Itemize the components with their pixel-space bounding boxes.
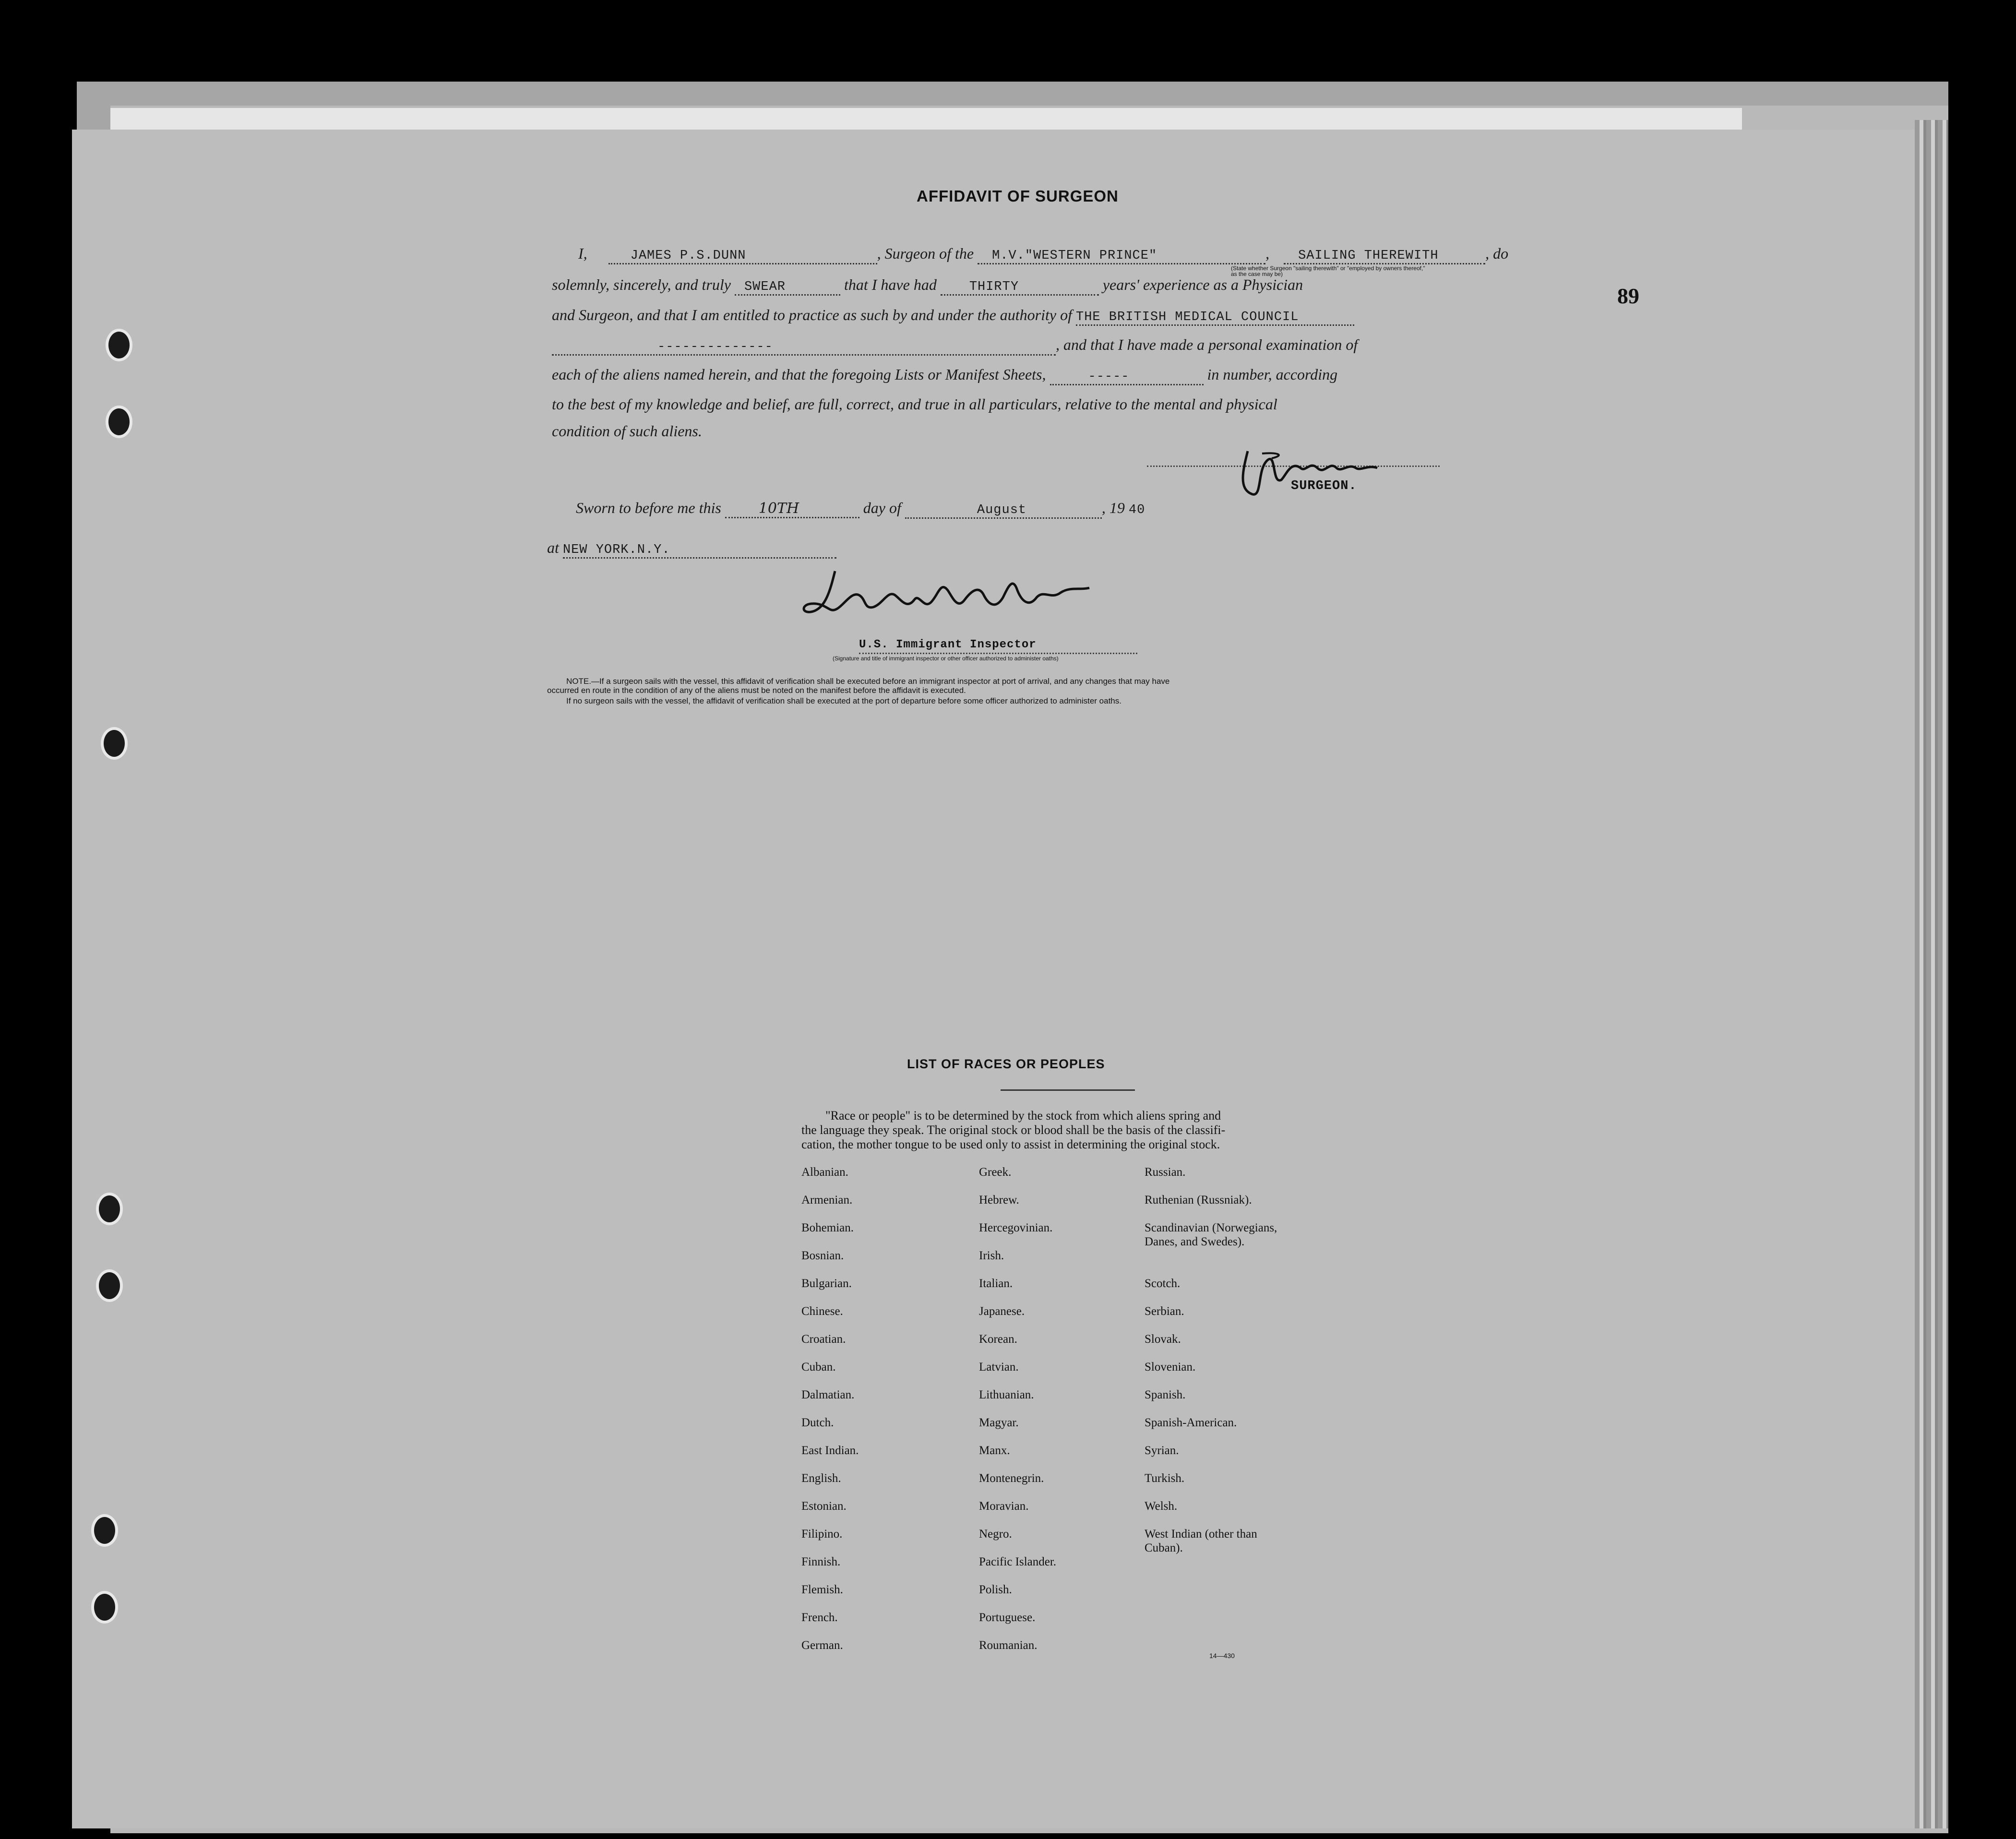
races-intro-1: "Race or people" is to be determined by the stock from which aliens spring and	[825, 1109, 1221, 1123]
race-item: Korean.	[979, 1333, 1017, 1346]
race-item: Pacific Islander.	[979, 1555, 1057, 1568]
race-item: Moravian.	[979, 1500, 1029, 1513]
inspector-hint: (Signature and title of immigrant inspector or other officer authorized to administer oaths)	[833, 655, 1059, 662]
binder-hole-icon	[91, 1591, 118, 1624]
note-line-2: occurred en route in the condition of any of the aliens must be noted on the manifest before the affidavit is executed.	[547, 686, 966, 695]
form-number: 14—430	[1209, 1652, 1235, 1660]
note-line-3: If no surgeon sails with the vessel, the affidavit of verification shall be executed at the port of departure before some officer authorized to administer oaths.	[566, 696, 1121, 705]
binder-hole-icon	[106, 406, 132, 438]
inspector-signature-line	[859, 653, 1137, 654]
l1-comma: ,	[1265, 245, 1270, 262]
race-item: Finnish.	[801, 1555, 841, 1568]
race-item: Manx.	[979, 1444, 1010, 1457]
l4-text: , and that I have made a personal examination of	[1056, 336, 1358, 353]
affidavit-line-5	[552, 366, 1337, 385]
race-item: Croatian.	[801, 1333, 846, 1346]
race-item: Bosnian.	[801, 1249, 844, 1262]
oath-field	[735, 280, 840, 296]
race-item: Turkish.	[1145, 1472, 1185, 1485]
affidavit-line-6: to the best of my knowledge and belief, are full, correct, and true in all particulars, relative to the mental and physical	[552, 395, 1277, 413]
races-column-2	[979, 1165, 1056, 1666]
authority-field	[1076, 310, 1354, 326]
affidavit-line-2	[552, 276, 1303, 296]
race-item: Scandinavian (Norwegians, Danes, and Swedes).	[1145, 1221, 1277, 1248]
vessel-field	[978, 249, 1265, 264]
l3-text: and Surgeon, and that I am entitled to practice as such by and under the authority of	[552, 306, 1072, 323]
race-item: Russian.	[1145, 1166, 1186, 1179]
race-item: Negro.	[979, 1528, 1012, 1540]
location-field	[563, 543, 836, 559]
race-item: Cuban.	[801, 1361, 836, 1373]
race-item: West Indian (other than Cuban).	[1145, 1528, 1257, 1554]
race-item: Flemish.	[801, 1583, 843, 1596]
vessel-name: M.V."WESTERN PRINCE"	[992, 249, 1157, 263]
sworn-month-field	[905, 503, 1102, 519]
sworn-line	[576, 499, 1145, 519]
surgeon-name: JAMES P.S.DUNN	[630, 249, 746, 263]
race-item: Latvian.	[979, 1361, 1019, 1373]
race-item: Portuguese.	[979, 1611, 1036, 1624]
races-column-1	[801, 1165, 859, 1666]
surgeon-label: SURGEON.	[1291, 479, 1357, 493]
year-prefix: , 19	[1101, 499, 1125, 516]
sailing-hint: (State whether Surgeon "sailing therewith" or "employed by owners thereof," as the case may be)	[1231, 265, 1425, 277]
race-item: Magyar.	[979, 1416, 1019, 1429]
races-intro-3: cation, the mother tongue to be used only to assist in determining the original stock.	[801, 1137, 1220, 1151]
l1-surgeon-of: , Surgeon of the	[877, 245, 974, 262]
years-field	[941, 280, 1099, 296]
race-item: Polish.	[979, 1583, 1012, 1596]
race-item: Armenian.	[801, 1194, 853, 1206]
race-item: Hercegovinian.	[979, 1221, 1053, 1234]
race-item: Spanish-American.	[1145, 1416, 1237, 1429]
sworn-day: 10TH	[758, 500, 799, 517]
sailing-status: SAILING THEREWITH	[1298, 249, 1439, 263]
race-item: Greek.	[979, 1166, 1012, 1179]
authority-continued-field	[552, 340, 1056, 356]
surgeon-name-field	[608, 249, 877, 264]
race-item: Slovak.	[1145, 1333, 1181, 1346]
sworn-day-field	[725, 500, 859, 518]
race-item: Slovenian.	[1145, 1361, 1196, 1373]
race-item: Dalmatian.	[801, 1388, 855, 1401]
oath-type: SWEAR	[744, 280, 786, 294]
races-column-3	[1145, 1165, 1288, 1565]
page-number: 89	[1617, 284, 1639, 308]
race-item: Japanese.	[979, 1305, 1025, 1318]
inspector-title: U.S. Immigrant Inspector	[859, 638, 1037, 651]
stacked-page-edges	[1915, 120, 1948, 1828]
race-item: English.	[801, 1472, 841, 1485]
at-label: at	[547, 539, 559, 556]
l1-do: , do	[1485, 245, 1509, 262]
location-line	[547, 539, 836, 559]
l5-end: in number, according	[1207, 366, 1338, 383]
race-item: Syrian.	[1145, 1444, 1179, 1457]
race-item: Welsh.	[1145, 1500, 1178, 1513]
race-item: Albanian.	[801, 1166, 848, 1179]
race-item: Bulgarian.	[801, 1277, 852, 1290]
race-item: Dutch.	[801, 1416, 834, 1429]
race-item: Filipino.	[801, 1528, 843, 1540]
race-item: Serbian.	[1145, 1305, 1184, 1318]
race-item: Italian.	[979, 1277, 1013, 1290]
authority: THE BRITISH MEDICAL COUNCIL	[1076, 310, 1299, 324]
binder-hole-icon	[101, 727, 128, 760]
inspector-signature	[792, 561, 1128, 624]
race-item: East Indian.	[801, 1444, 859, 1457]
location: NEW YORK.N.Y.	[562, 543, 670, 557]
race-item: Bohemian.	[801, 1221, 854, 1234]
sailing-status-field	[1284, 249, 1485, 264]
affidavit-line-7: condition of such aliens.	[552, 422, 702, 440]
l2-experience: years' experience as a Physician	[1102, 276, 1303, 293]
sworn-month: August	[977, 503, 1027, 517]
day-of: day of	[863, 499, 901, 516]
races-intro-2: the language they speak. The original stock or blood shall be the basis of the classifi-	[801, 1123, 1226, 1137]
race-item: Scotch.	[1145, 1277, 1181, 1290]
race-item: Ruthenian (Russniak).	[1145, 1194, 1252, 1206]
affidavit-title: AFFIDAVIT OF SURGEON	[917, 187, 1119, 205]
binder-hole-icon	[91, 1514, 118, 1547]
binder-hole-icon	[96, 1193, 123, 1225]
race-item: Irish.	[979, 1249, 1004, 1262]
race-item: Hebrew.	[979, 1194, 1019, 1206]
note-line-1: NOTE.—If a surgeon sails with the vessel, this affidavit of verification shall be executed before an immigrant inspector at port of arrival, and any changes that may have	[566, 677, 1170, 686]
affidavit-line-4	[552, 336, 1358, 356]
year-suffix: 40	[1128, 503, 1145, 517]
race-item: Chinese.	[801, 1305, 843, 1318]
races-title: LIST OF RACES OR PEOPLES	[907, 1057, 1105, 1071]
race-item: French.	[801, 1611, 838, 1624]
l2-solemnly: solemnly, sincerely, and truly	[552, 276, 731, 293]
affidavit-line-3	[552, 306, 1354, 326]
sheet-count: -----	[1088, 370, 1130, 384]
affidavit-line-1	[578, 245, 1508, 264]
sheet-count-field	[1050, 370, 1204, 385]
l5-text: each of the aliens named herein, and that the foregoing Lists or Manifest Sheets,	[552, 366, 1046, 383]
race-item: Lithuanian.	[979, 1388, 1034, 1401]
l2-have-had: that I have had	[844, 276, 937, 293]
binder-hole-icon	[106, 329, 132, 361]
race-item: Spanish.	[1145, 1388, 1186, 1401]
authority-continued: --------------	[657, 340, 773, 354]
race-item: Montenegrin.	[979, 1472, 1044, 1485]
races-title-rule	[1001, 1089, 1135, 1091]
sworn-prefix: Sworn to before me this	[576, 499, 721, 516]
race-item: Estonian.	[801, 1500, 847, 1513]
l1-i: I,	[578, 245, 587, 262]
race-item: German.	[801, 1639, 843, 1652]
binder-hole-icon	[96, 1269, 123, 1302]
race-item: Roumanian.	[979, 1639, 1038, 1652]
document-page	[72, 130, 1915, 1828]
years: THIRTY	[969, 280, 1019, 294]
